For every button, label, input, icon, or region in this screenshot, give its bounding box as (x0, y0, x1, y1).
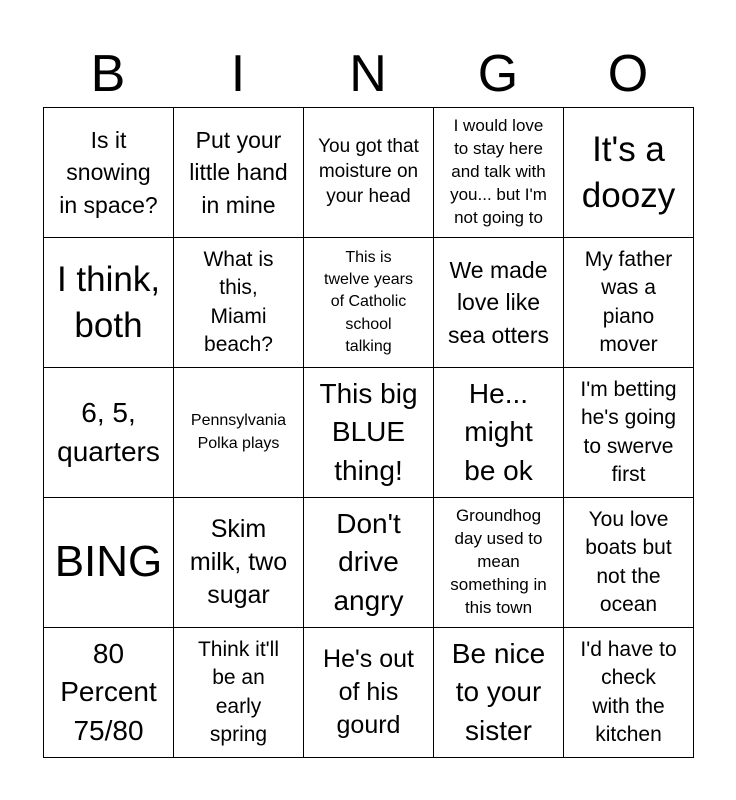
bingo-cell[interactable] (174, 498, 304, 628)
bingo-cell[interactable] (434, 498, 564, 628)
cell-text: BING (54, 537, 163, 587)
bingo-cell[interactable] (44, 628, 174, 758)
cell-text: I think, both (56, 260, 161, 345)
bingo-cell[interactable] (44, 108, 174, 238)
cell-text: Put your little hand in mine (189, 127, 288, 218)
bingo-cell[interactable] (174, 238, 304, 368)
cell-text: You got that moisture on your head (318, 136, 419, 207)
cell-text: It's a doozy (581, 130, 676, 215)
cell-text: I'm betting he's going to swerve first (580, 377, 677, 486)
bingo-cell[interactable] (564, 238, 694, 368)
cell-text: 6, 5, quarters (57, 396, 160, 467)
cell-text: Skim milk, two sugar (189, 515, 288, 609)
bingo-header (43, 40, 693, 108)
bingo-cell[interactable] (174, 628, 304, 758)
bingo-cell[interactable] (304, 238, 434, 368)
header-letter-o: O (607, 45, 649, 103)
bingo-cell[interactable] (434, 628, 564, 758)
bingo-cell[interactable] (434, 368, 564, 498)
cell-text: Pennsylvania Polka plays (190, 412, 287, 452)
bingo-cell[interactable] (304, 628, 434, 758)
cell-text: We made love like sea otters (448, 257, 549, 348)
bingo-cell[interactable] (304, 498, 434, 628)
bingo-cell[interactable] (304, 108, 434, 238)
bingo-cell[interactable] (434, 238, 564, 368)
cell-text: What is this, Miami beach? (203, 247, 274, 356)
cell-text: Is it snowing in space? (59, 127, 158, 218)
cell-text: Be nice to your sister (451, 637, 546, 746)
cell-text: He... might be ok (464, 377, 533, 486)
bingo-cell[interactable] (434, 108, 564, 238)
bingo-cell[interactable] (44, 498, 174, 628)
cell-text: I would love to stay here and talk with you... but I'm not going to (450, 116, 547, 227)
bingo-cell[interactable] (44, 368, 174, 498)
bingo-cell[interactable] (44, 238, 174, 368)
cell-text: You love boats but not the ocean (585, 507, 672, 616)
bingo-board (43, 107, 694, 758)
bingo-cell[interactable] (564, 108, 694, 238)
bingo-cell[interactable] (564, 498, 694, 628)
cell-text: This big BLUE thing! (319, 377, 418, 486)
header-letter-g: G (477, 45, 519, 103)
cell-text: I'd have to check with the kitchen (580, 637, 677, 746)
cell-text: Groundhog day used to mean something in this town (450, 506, 547, 617)
bingo-cell[interactable] (174, 368, 304, 498)
cell-text: This is twelve years of Catholic school talking (324, 249, 413, 355)
cell-text: Don't drive angry (333, 507, 404, 616)
header-letter-i: I (230, 45, 246, 103)
bingo-cell[interactable] (304, 368, 434, 498)
cell-text: He's out of his gourd (323, 645, 414, 739)
cell-text: 80 Percent 75/80 (60, 637, 157, 746)
header-letter-n: N (349, 45, 387, 103)
cell-text: My father was a piano mover (584, 247, 673, 356)
bingo-cell[interactable] (174, 108, 304, 238)
bingo-cell[interactable] (564, 628, 694, 758)
header-letter-b: B (90, 45, 126, 103)
cell-text: Think it'll be an early spring (197, 637, 280, 746)
bingo-cell[interactable] (564, 368, 694, 498)
